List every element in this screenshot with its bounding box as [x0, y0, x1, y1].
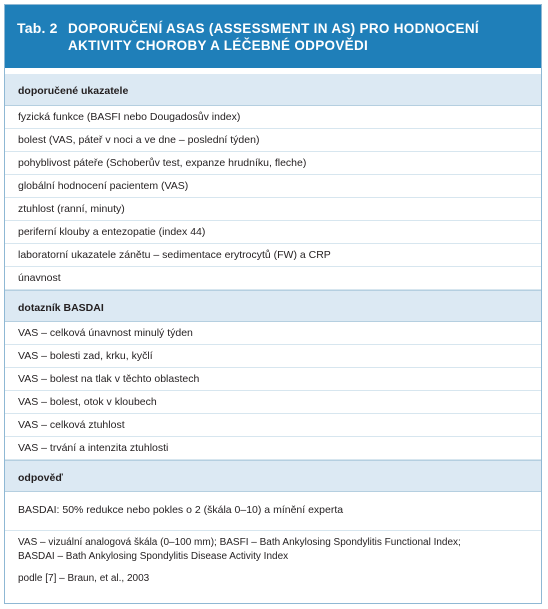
table-body — [5, 68, 541, 531]
table-row: VAS – celková ztuhlost — [5, 414, 541, 437]
section-heading-recommended: doporučené ukazatele — [5, 74, 541, 106]
table-row: VAS – trvání a intenzita ztuhlosti — [5, 437, 541, 460]
table-row: VAS – bolest, otok v kloubech — [5, 391, 541, 414]
table-row: VAS – bolest na tlak v těchto oblastech — [5, 368, 541, 391]
footnote-source: podle [7] – Braun, et al., 2003 — [18, 573, 150, 584]
table-row: bolest (VAS, páteř v noci a ve dne – poslední týden) — [5, 129, 541, 152]
table-row: únavnost — [5, 267, 541, 290]
footnote-abbreviations-2: BASDAI – Bath Ankylosing Spondylitis Disease Activity Index — [18, 551, 289, 562]
table-row: VAS – bolesti zad, krku, kyčlí — [5, 345, 541, 368]
section-heading-response: odpověď — [5, 460, 541, 492]
footnote-abbreviations-1: VAS – vizuální analogová škála (0–100 mm); BASFI – Bath Ankylosing Spondylitis Functional Index; — [18, 537, 461, 548]
table-row: ztuhlost (ranní, minuty) — [5, 198, 541, 221]
table-title: DOPORUČENÍ ASAS (ASSESSMENT IN AS) PRO HODNOCENÍ AKTIVITY CHOROBY A LÉČEBNÉ ODPOVĚDI — [68, 21, 479, 53]
table-row: pohyblivost páteře (Schoberův test, expanze hrudníku, fleche) — [5, 152, 541, 175]
table-frame — [4, 4, 542, 604]
table-row: periferní klouby a entezopatie (index 44) — [5, 221, 541, 244]
table-row: fyzická funkce (BASFI nebo Dougadosův index) — [5, 106, 541, 129]
table-footnote — [18, 536, 533, 586]
section-heading-basdai: dotazník BASDAI — [5, 290, 541, 322]
table-row: globální hodnocení pacientem (VAS) — [5, 175, 541, 198]
table-row: VAS – celková únavnost minulý týden — [5, 322, 541, 345]
table-row: laboratorní ukazatele zánětu – sedimentace erytrocytů (FW) a CRP — [5, 244, 541, 267]
table-header — [5, 5, 541, 68]
table-row: BASDAI: 50% redukce nebo pokles o 2 (škála 0–10) a mínění experta — [5, 492, 541, 531]
table-number: Tab. 2 — [17, 20, 58, 36]
